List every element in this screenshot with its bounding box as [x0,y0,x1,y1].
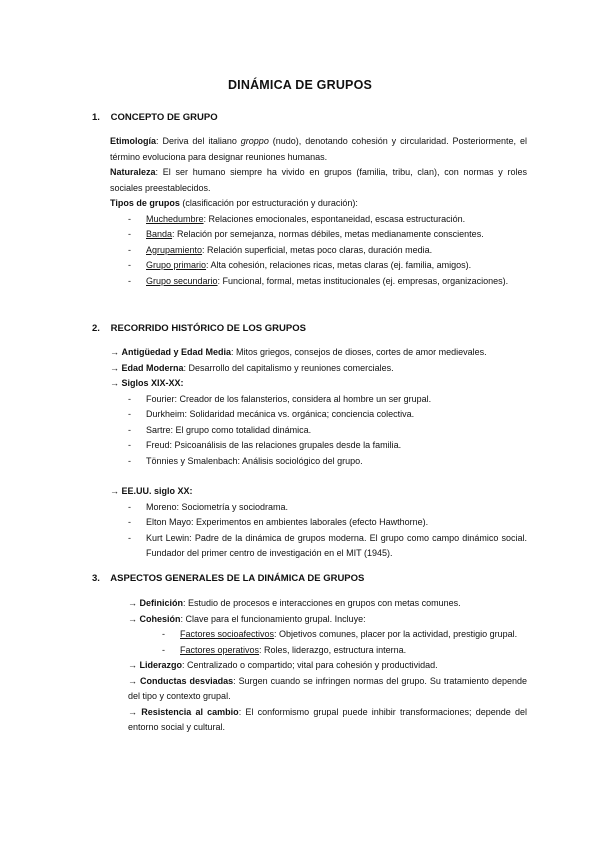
arrow-item [110,705,527,736]
section-number: 2. [92,323,100,334]
list-term: Factores operativos [180,644,260,655]
paragraph-text: : Surgen cuando se infringen normas del grupo. Su tratamiento depende del tipo y contexto grupal. [128,675,527,701]
list-item [110,438,527,454]
term-label: Antigüedad y Edad Media [121,347,232,357]
paragraph-text: : El ser humano siempre ha vivido en grupos (familia, tribu, clan), con normas y roles sociales preestablecidos. [110,167,527,193]
paragraph-text: : Centralizado o compartido; vital para cohesión y productividad. [182,660,438,670]
list-desc: : Relación superficial, metas poco claras, duración media. [202,244,433,255]
term-label: EE.UU. siglo XX [121,486,190,496]
document-title: DINÁMICA DE GRUPOS [227,78,373,92]
list-item [110,500,527,516]
list-item [110,454,527,470]
list-text: Fourier: Creador de los falansterios, considera al hombre un ser grupal. [146,393,432,404]
term-label: Resistencia al cambio [141,706,239,717]
paragraph-text: (clasificación por estructuración y duración): [179,198,358,208]
section-2-body-usa [110,484,527,562]
term-label: Definición [139,598,184,608]
section-number: 1. [92,112,100,123]
list-item [110,531,527,562]
paragraph-text: : Mitos griegos, consejos de dioses, cortes de amor medievales. [231,347,487,357]
term-label: Cohesión [139,613,181,624]
list-term: Muchedumbre [146,213,204,224]
arrow-icon: → [128,675,137,686]
naturaleza-paragraph [110,165,527,196]
arrow-item [110,345,527,361]
list-desc: : Funcional, formal, metas institucionales (ej. empresas, organizaciones). [217,275,509,286]
arrow-icon: → [110,362,119,373]
section-title: RECORRIDO HISTÓRICO DE LOS GRUPOS [110,323,306,334]
list-item [110,227,527,243]
paragraph-text: (nudo), denotando cohesión y circularidad. Posteriormente, el término evoluciona para designar reuniones humanas. [110,136,527,162]
list-item [110,643,527,659]
term-label: Siglos XIX-XX [121,378,181,388]
paragraph-text: : Estudio de procesos e interacciones en grupos con metas comunes. [183,598,461,608]
list-item [110,627,527,643]
term-label: Liderazgo [139,660,183,670]
list-item [110,392,527,408]
term-label: Edad Moderna [121,362,184,373]
section-number: 3. [92,573,100,584]
tipos-heading [110,196,527,212]
term-label: Tipos de grupos [110,198,180,208]
list-desc: : Objetivos comunes, placer por la actividad, prestigio grupal. [274,629,518,639]
list-desc: : Relaciones emocionales, espontaneidad, escasa estructuración. [203,213,466,224]
term-label: Naturaleza [110,167,156,177]
section-2-body [110,345,527,469]
arrow-item [110,658,527,674]
list-text: Moreno: Sociometría y sociodrama. [146,501,289,512]
list-item [110,407,527,423]
arrow-item [110,596,527,612]
paragraph-text: : Clave para el funcionamiento grupal. Incluye: [180,613,366,624]
arrow-icon: → [110,378,119,388]
list-item [110,423,527,439]
term-label: Conductas desviadas [140,675,234,686]
paragraph-text: : Desarrollo del capitalismo y reuniones comerciales. [183,362,394,373]
list-desc: : Roles, liderazgo, estructura interna. [259,644,407,655]
section-title: ASPECTOS GENERALES DE LA DINÁMICA DE GRUPOS [110,573,365,584]
arrow-item [110,361,527,377]
term-label: Etimología [110,136,157,146]
arrow-item [110,376,527,392]
list-term: Grupo secundario [146,275,218,286]
arrow-item [110,612,527,628]
list-item [110,515,527,531]
list-text: Durkheim: Solidaridad mecánica vs. orgánica; conciencia colectiva. [146,409,415,419]
arrow-icon: → [110,486,119,496]
list-term: Factores socioafectivos [180,629,275,639]
section-heading-2 [92,323,306,334]
etimologia-paragraph [110,134,527,165]
arrow-item [110,484,527,500]
list-item [110,243,527,259]
list-text: Freud: Psicoanálisis de las relaciones grupales desde la familia. [146,440,402,450]
section-title: CONCEPTO DE GRUPO [110,112,218,123]
list-desc: : Alta cohesión, relaciones ricas, metas claras (ej. familia, amigos). [206,260,472,270]
paragraph-text: : El conformismo grupal puede inhibir transformaciones; depende del entorno social y cultural. [128,706,528,732]
list-text: Elton Mayo: Experimentos en ambientes laborales (efecto Hawthorne). [146,517,429,527]
arrow-item [110,674,527,705]
italic-word: groppo [240,136,269,146]
list-term: Grupo primario [146,260,207,270]
paragraph-text: : Deriva del italiano [156,136,241,146]
arrow-icon: → [128,706,137,717]
list-item [110,258,527,274]
list-term: Agrupamiento [146,244,203,255]
list-item [110,212,527,228]
section-1-body [110,134,527,289]
list-text: Sartre: El grupo como totalidad dinámica. [146,424,312,435]
arrow-icon: → [128,598,137,608]
section-heading-1 [92,112,218,123]
list-term: Banda [146,229,173,239]
list-desc: : Relación por semejanza, normas débiles, metas medianamente conscientes. [172,229,484,239]
arrow-icon: → [128,613,137,624]
list-item [110,274,527,290]
colon: : [189,486,193,496]
arrow-icon: → [110,347,119,357]
arrow-icon: → [128,660,137,670]
section-3-body [110,596,527,736]
list-text: Kurt Lewin: Padre de la dinámica de grupos moderna. El grupo como campo dinámico social. Fundador del primer centro de investigación en el MIT (1945). [146,532,527,558]
colon: : [180,378,184,388]
section-heading-3 [92,573,364,584]
list-text: Tönnies y Smalenbach: Análisis sociológico del grupo. [146,455,363,466]
